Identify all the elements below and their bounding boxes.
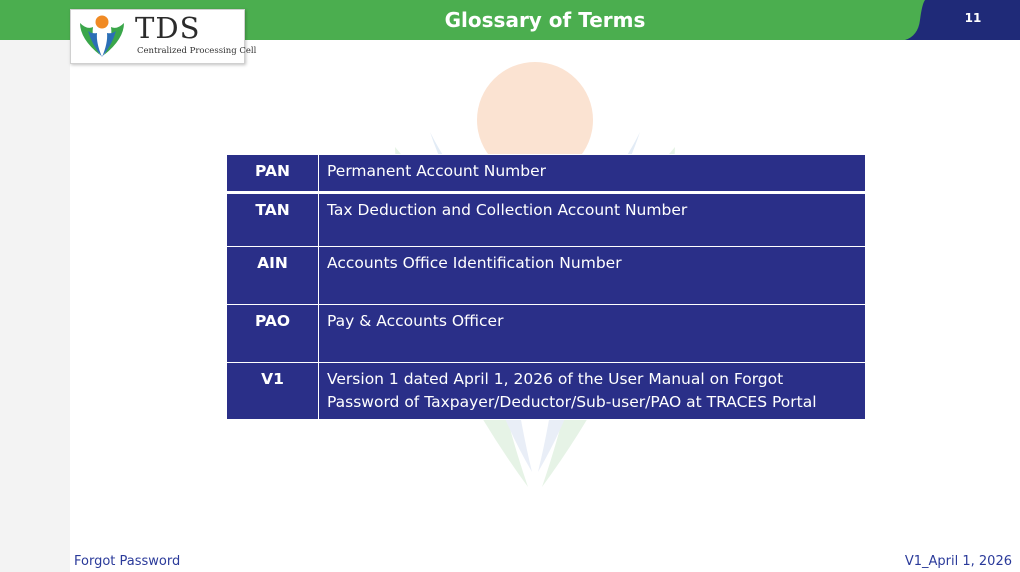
definition-cell: Tax Deduction and Collection Account Number	[319, 193, 866, 247]
table-row	[227, 305, 866, 363]
logo-subtitle: Centralized Processing Cell	[137, 46, 257, 56]
glossary-table	[226, 154, 866, 420]
definition-cell: Permanent Account Number	[319, 155, 866, 193]
definition-cell: Accounts Office Identification Number	[319, 247, 866, 305]
tds-logo	[70, 9, 257, 64]
term-cell: PAO	[227, 305, 319, 363]
term-cell: V1	[227, 363, 319, 420]
slide-title: Glossary of Terms	[444, 8, 646, 32]
definition-cell: Pay & Accounts Officer	[319, 305, 866, 363]
page-number: 11	[964, 11, 982, 25]
footer-document-title: Forgot Password	[74, 554, 181, 569]
term-cell: TAN	[227, 193, 319, 247]
left-margin-strip	[0, 0, 70, 572]
logo-title: TDS	[135, 11, 201, 45]
tds-emblem-icon	[76, 13, 128, 59]
definition-cell: Version 1 dated April 1, 2026 of the User Manual on Forgot Password of Taxpayer/Deductor/Sub-user/PAO at TRACES Portal	[319, 363, 866, 420]
table-row	[227, 193, 866, 247]
table-row	[227, 155, 866, 193]
term-cell: PAN	[227, 155, 319, 193]
table-row	[227, 247, 866, 305]
footer-version: V1_April 1, 2026	[904, 554, 1012, 569]
table-row	[227, 363, 866, 420]
term-cell: AIN	[227, 247, 319, 305]
